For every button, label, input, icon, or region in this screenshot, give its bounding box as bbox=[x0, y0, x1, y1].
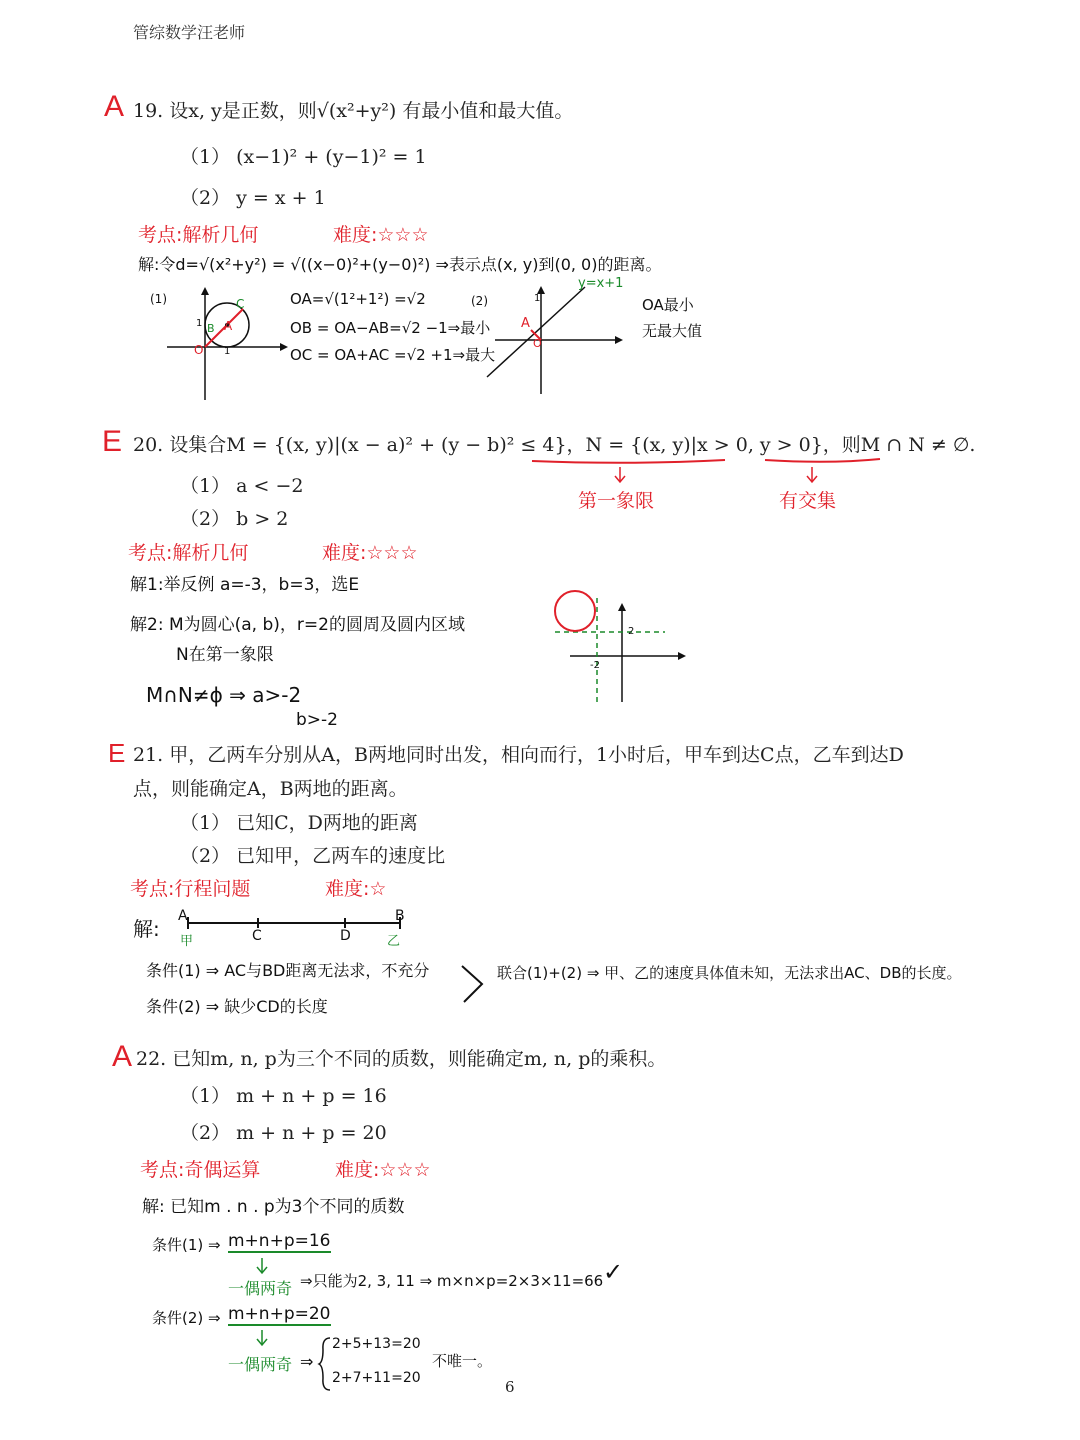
q21-stem-line2: 点，则能确定A，B两地的距离。 bbox=[133, 778, 408, 800]
q20-graph-y-label: 2 bbox=[628, 626, 635, 637]
q22-case-1: 2+5+13=20 bbox=[332, 1336, 421, 1352]
answer-mark-q21: E bbox=[108, 738, 126, 768]
answer-mark-q20: E bbox=[102, 425, 123, 458]
page-header: 管综数学汪老师 bbox=[133, 23, 246, 42]
q22-cond1-label: 条件(1) ⇒ bbox=[152, 1236, 221, 1254]
q19-line-label: y=x+1 bbox=[578, 276, 624, 291]
q20-stem: 20. 设集合M = {(x, y)|(x − a)² + (y − b)² ≤ 4}，N = {(x, y)|x > 0, y > 0}，则M ∩ N ≠ ∅. bbox=[133, 434, 976, 456]
q22-arrow-1 bbox=[255, 1258, 269, 1276]
q19-stem: 19. 设x, y是正数，则√(x²+y²) 有最小值和最大值。 bbox=[133, 100, 574, 122]
q20-note-first-quadrant: 第一象限 bbox=[578, 490, 655, 512]
q19-graph1-tag: (1) bbox=[150, 292, 167, 306]
q19-condition-2: （2） y = x + 1 bbox=[180, 187, 326, 209]
q19-label-o: O bbox=[194, 343, 204, 357]
q22-implies: ⇒ bbox=[300, 1352, 314, 1371]
q19-note-no-max: 无最大值 bbox=[642, 322, 703, 340]
q22-condition-1: （1） m + n + p = 16 bbox=[180, 1085, 387, 1107]
q19-tick-x1: 1 bbox=[224, 346, 231, 357]
q20-graph bbox=[550, 590, 690, 705]
q21-bracket bbox=[458, 960, 488, 1004]
q21-solution-label: 解: bbox=[133, 917, 160, 941]
q22-solution: 解: 已知m . n . p为3个不同的质数 bbox=[142, 1197, 405, 1217]
q22-kaodian: 考点:奇偶运算 bbox=[140, 1159, 261, 1181]
q19-solution: 解:令d=√(x²+y²) = √((x−0)²+(y−0)²) ⇒表示点(x, y)到(0, 0)的距离。 bbox=[138, 255, 662, 274]
q19-graph1 bbox=[165, 285, 290, 405]
answer-mark-q19: A bbox=[104, 90, 125, 123]
q20-condition-1: （1） a < −2 bbox=[180, 475, 304, 497]
q19-g2-label-a: A bbox=[521, 316, 530, 331]
q21-stem-line1: 21. 甲，乙两车分别从A，B两地同时出发，相向而行，1小时后，甲车到达C点，乙车到达D bbox=[133, 744, 904, 766]
q19-oc: OC = OA+AC =√2 +1⇒最大 bbox=[290, 346, 496, 364]
q21-label-yi: 乙 bbox=[387, 934, 401, 949]
q19-condition-1: （1） (x−1)² + (y−1)² = 1 bbox=[180, 146, 427, 168]
q22-case-2: 2+7+11=20 bbox=[332, 1370, 421, 1386]
q22-brace bbox=[318, 1336, 332, 1392]
q20-solution-1: 解1:举反例 a=-3，b=3，选E bbox=[130, 575, 360, 595]
q22-arrow-2 bbox=[255, 1330, 269, 1348]
q21-point-d: D bbox=[340, 928, 351, 944]
q21-segment-diagram bbox=[180, 905, 410, 945]
q21-cond2-analysis: 条件(2) ⇒ 缺少CD的长度 bbox=[146, 997, 328, 1016]
q22-cond1-result: ⇒只能为2, 3, 11 ⇒ m×n×p=2×3×11=66 bbox=[300, 1272, 604, 1290]
q21-condition-2: （2） 已知甲，乙两车的速度比 bbox=[180, 845, 446, 867]
q21-combined-analysis: 联合(1)+(2) ⇒ 甲、乙的速度具体值未知，无法求出AC、DB的长度。 bbox=[497, 964, 962, 982]
q20-solution-2b: N在第一象限 bbox=[176, 645, 274, 665]
q19-kaodian: 考点:解析几何 bbox=[138, 224, 259, 246]
q19-note-oa-min: OA最小 bbox=[642, 296, 694, 314]
q22-cond2-parity: 一偶两奇 bbox=[228, 1355, 293, 1374]
answer-mark-q22: A bbox=[112, 1040, 133, 1073]
q20-condition-2: （2） b > 2 bbox=[180, 508, 289, 530]
q19-oa: OA=√(1²+1²) =√2 bbox=[290, 290, 426, 308]
q22-cond1-parity: 一偶两奇 bbox=[228, 1279, 293, 1298]
q21-label-jia: 甲 bbox=[180, 934, 194, 949]
q22-cond2-sum: m+n+p=20 bbox=[228, 1304, 331, 1324]
q22-check-icon: ✓ bbox=[603, 1258, 624, 1286]
q19-label-b: B bbox=[207, 322, 215, 335]
page-number: 6 bbox=[505, 1378, 515, 1396]
q22-cond2-label: 条件(2) ⇒ bbox=[152, 1309, 221, 1327]
q20-graph-x-label: -2 bbox=[590, 660, 600, 671]
q19-tick-y1: 1 bbox=[196, 318, 203, 329]
q21-kaodian: 考点:行程问题 bbox=[130, 878, 251, 900]
q20-note-intersection: 有交集 bbox=[779, 490, 837, 512]
q22-condition-2: （2） m + n + p = 20 bbox=[180, 1122, 387, 1144]
q19-label-c: C bbox=[236, 297, 245, 311]
q22-nandu: 难度:☆☆☆ bbox=[335, 1159, 431, 1181]
q22-cond1-sum: m+n+p=16 bbox=[228, 1231, 331, 1251]
q19-g2-tick: 1 bbox=[534, 293, 541, 304]
q19-label-a: A bbox=[224, 319, 233, 333]
q21-point-a: A bbox=[178, 908, 188, 924]
q20-nandu: 难度:☆☆☆ bbox=[322, 542, 418, 564]
q19-graph2 bbox=[485, 282, 625, 397]
q21-point-b: B bbox=[395, 908, 405, 924]
q20-solution-3b: b>-2 bbox=[296, 710, 338, 730]
q19-graph2-tag: (2) bbox=[471, 294, 488, 308]
q19-nandu: 难度:☆☆☆ bbox=[333, 224, 429, 246]
q20-kaodian: 考点:解析几何 bbox=[128, 542, 249, 564]
q21-condition-1: （1） 已知C，D两地的距离 bbox=[180, 812, 418, 834]
q21-point-c: C bbox=[252, 928, 262, 944]
q21-cond1-analysis: 条件(1) ⇒ AC与BD距离无法求，不充分 bbox=[146, 961, 430, 980]
q22-not-unique: 不唯一。 bbox=[432, 1352, 493, 1370]
q21-nandu: 难度:☆ bbox=[325, 878, 387, 900]
q19-g2-label-o: O bbox=[533, 337, 542, 350]
q20-solution-3: M∩N≠ϕ ⇒ a>-2 bbox=[146, 683, 302, 707]
q22-stem: 22. 已知m, n, p为三个不同的质数，则能确定m, n, p的乘积。 bbox=[136, 1048, 667, 1070]
q20-solution-2: 解2: M为圆心(a, b)，r=2的圆周及圆内区域 bbox=[130, 615, 465, 635]
q19-ob: OB = OA−AB=√2 −1⇒最小 bbox=[290, 319, 491, 337]
